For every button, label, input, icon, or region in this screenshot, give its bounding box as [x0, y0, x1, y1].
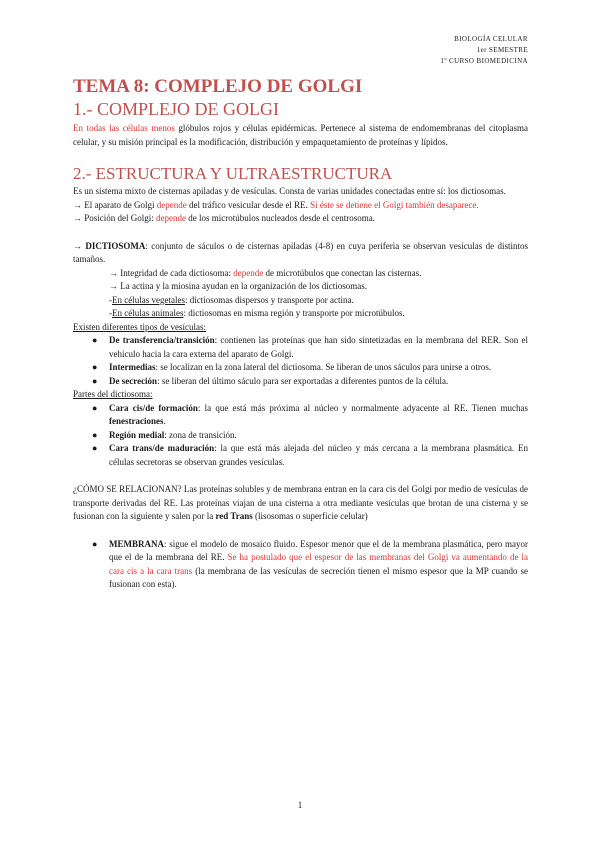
bullet-icon: ●	[92, 362, 98, 372]
header-course: 1º CURSO BIOMEDICINA	[440, 57, 528, 65]
section-2-intro: Es un sistema mixto de cisternas apiladas y de vesículas. Consta de varias unidades conectadas entre sí: los dictiosomas.	[73, 186, 506, 196]
list-item: ● Intermedias: se localizan en la zona lateral del dictiosoma. Se liberan de unos sáculos para unirse a otros.	[109, 361, 528, 375]
dictiosoma-parts-heading: Partes del dictiosoma:	[73, 389, 153, 399]
page-header	[440, 34, 528, 67]
header-semester: 1er SEMESTRE	[476, 46, 528, 54]
list-item: ● Cara trans/de maduración: la que está más alejada del núcleo y más cercana a la membrana plasmática. En células secretoras se observan grandes vesículas.	[92, 443, 528, 467]
bullet-icon: ●	[92, 429, 98, 440]
dictiosoma-subpoint: -En células animales: dictiosomas en misma región y transporte por microtúbulos.	[109, 308, 405, 318]
paragraph-text: glóbulos rojos y células epidérmicas. Pertenece al sistema de endomembranas del citoplasma celular, y su misión principal es la modificación, distribución y empaquetamiento de proteínas y lípidos.	[73, 123, 528, 147]
list-item: ● De secreción: se liberan del último sáculo para ser exportadas a diferentes puntos de la célula.	[109, 375, 528, 389]
dictiosoma-subpoint: -En células vegetales: dictiosomas dispersos y transporte por actina.	[109, 294, 354, 305]
list-item: ● De transferencia/transición: contienen las proteínas que han sido sintetizadas en la membrana del RER. Son el vehículo hacia la cara externa del aparato de Golgi.	[92, 335, 528, 359]
golgi-position-line: → Posición del Golgi: depende de los microtúbulos nucleados desde el centrosoma.	[73, 213, 375, 223]
vesicle-types-list	[73, 334, 528, 388]
bullet-icon: ●	[92, 335, 98, 345]
document-body	[73, 76, 528, 592]
emphasis-text: En todas las células menos	[73, 123, 175, 133]
bullet-icon: ●	[92, 375, 98, 386]
dictiosoma-parts-list	[73, 402, 528, 470]
list-item: ● Cara cis/de formación: la que está más próxima al núcleo y normalmente adyacente al RE. Tienen muchas fenestraciones.	[92, 402, 528, 426]
vesicle-types-heading: Existen diferentes tipos de vesículas:	[73, 321, 206, 332]
relation-paragraph: ¿CÓMO SE RELACIONAN? Las proteínas solubles y de membrana entran en la cara cis del Golgi por medio de vesículas de transporte derivadas del RE. Las proteínas viajan de una cisterna a otra mediante vesículas que brotan de una cisterna y se fusionan con la siguiente y salen por la red Trans (lisosomas o superficie celular)	[73, 484, 528, 521]
dictiosoma-subpoint: → La actina y la miosina ayudan en la organización de los dictiosomas.	[109, 281, 368, 291]
dictiosoma-subpoint: → Integridad de cada dictiosoma: depende de microtúbulos que conectan las cisternas.	[109, 267, 422, 278]
dictiosoma-definition: → DICTIOSOMA: conjunto de sáculos o de cisternas apiladas (4-8) en cuya periferia se observan vesículas de distintos tamaños.	[73, 240, 528, 264]
list-item: ● Región medial: zona de transición.	[109, 429, 528, 443]
header-subject: BIOLOGÍA CELULAR	[454, 35, 528, 43]
list-item: ● MEMBRANA: sigue el modelo de mosaico fluido. Espesor menor que el de la membrana plasmática, pero mayor que el de la membrana del RE. Se ha postulado que el espesor de las membranas del Golgi va aumentando de la cara cis a la cara trans (la membrana de las vesículas de secreción tienen el mismo espesor que la MP cuando se fusionan con esta).	[92, 538, 528, 589]
golgi-dependency-line: → El aparato de Golgi depende del tráfico vesicular desde el RE. Si éste se detiene el Golgi también desaparece.	[73, 199, 479, 210]
bullet-icon: ●	[92, 443, 98, 453]
membrane-list	[73, 538, 528, 592]
document-title: TEMA 8: COMPLEJO DE GOLGI	[73, 76, 363, 97]
bullet-icon: ●	[92, 402, 98, 413]
section-1-heading: 1.- COMPLEJO DE GOLGI	[73, 99, 279, 119]
bullet-icon: ●	[92, 538, 98, 549]
page-number: 1	[297, 800, 303, 810]
section-2-heading: 2.- ESTRUCTURA Y ULTRAESTRUCTURA	[73, 164, 393, 183]
section-1-paragraph	[73, 122, 528, 149]
